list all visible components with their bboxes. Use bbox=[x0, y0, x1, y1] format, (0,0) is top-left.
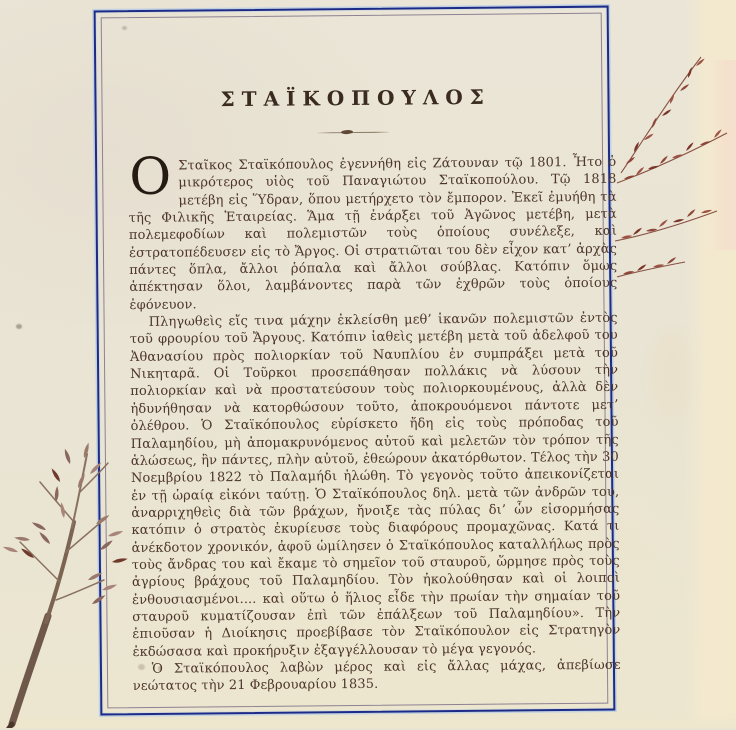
divider-diamond bbox=[341, 130, 353, 135]
drop-cap: Ο bbox=[129, 147, 172, 207]
body-paragraph-2: Πληγωθεὶς εἴς τινα μάχην ἐκλείσθη μεθ’ ἱκανῶν πολεμιστῶν ἐντὸς τοῦ φρουρίου τοῦ Ἄργους. Κατόπιν ἰαθεὶς μετέβη μετὰ τοῦ ἀδελφοῦ του Ἀθανασίου πρὸς πολιορκίαν τοῦ Ναυπλίου ἐν συμπράξει μετὰ τοῦ Νικηταρᾶ. Οἱ Τοῦρκοι προσεπάθησαν πολλάκις νὰ λύσουν τὴν πολιορκίαν καὶ νὰ προστατεύσουν τοὺς πολιορκουμένους, ἀλλὰ δὲν ἠδυνήθησαν νὰ κατορθώσουν τοῦτο, ἀποκρουόμενοι πάντοτε μετ’ ὀλέθρου. Ὁ Σταϊκόπουλος εὑρίσκετο ἤδη εἰς τοὺς πρόποδας τοῦ Παλαμηδίου, μὴ ἀπομακρυνόμενος αὐτοῦ καὶ μελετῶν τὸν τρόπον τῆς ἁλώσεως, ἣν πάντες, πλὴν αὐτοῦ, ἐθεώρουν ἀκατόρθωτον. Τέλος τὴν 30 Νοεμβρίου 1822 τὸ Παλαμήδι ἡλώθη. Τὸ γεγονὸς τοῦτο ἀπεικονίζεται ἐν τῇ ὡραίᾳ εἰκόνι ταύτῃ. Ὁ Σταϊκόπουλος δηλ. μετὰ τῶν ἀνδρῶν του, ἀναρριχηθεὶς διὰ τῶν βράχων, ἤνοιξε τὰς πύλας δι’ ὧν εἰσορμήσας κατόπιν ὁ στρατὸς ἐκυρίευσε τοὺς διαφόρους προμαχῶνας. Κατά τι ἀνέκδοτον χρονικόν, ἀφοῦ ὡμίλησεν ὁ Σταϊκόπουλος καταλλήλως πρὸς τοὺς ἄνδρας του καὶ ἔκαμε τὸ σημεῖον τοῦ σταυροῦ, ὥρμησε πρὸς τοὺς ἀγρίους βράχους τοῦ Παλαμηδίου. Τὸν ἠκολούθησαν καὶ οἱ λοιποὶ ἐνθουσιασμένοι.... καὶ οὕτω ὁ ἥλιος εἶδε τὴν πρωίαν τὴν σημαίαν τοῦ σταυροῦ κυματίζουσαν ἐπὶ τῶν ἐπάλξεων τοῦ Παλαμηδίου». Τὴν ἐπιοῦσαν ἡ Διοίκησις προεβίβασε τὸν Σταϊκόπουλον εἰς Στρατηγὸν ἐκδώσασα καὶ προκήρυξιν ἐξαγγέλλουσαν τὸ μέγα γεγονός. bbox=[129, 310, 621, 660]
botanical-twig-right-illustration bbox=[613, 45, 736, 285]
page-title: ΣΤΑΪΚΟΠΟΥΛΟΣ bbox=[220, 84, 492, 112]
body-text bbox=[128, 147, 621, 696]
paragraph-1-text: Σταῖκος Σταϊκόπουλος ἐγεννήθη εἰς Ζάτουναν τῷ 1801. Ἦτο ὁ μικρότερος υἱὸς τοῦ Παναγιώτου Σταϊκοπούλου. Τῷ 1818 μετέβη εἰς Ὕδραν, ὅπου μετήρχετο τὸν ἔμπορον. Ἐκεῖ ἐμυήθη τὰ τῆς Φιλικῆς Ἑταιρείας. Ἅμα τῇ ἐνάρξει τοῦ Ἀγῶνος μετέβη, μετὰ πολεμεφοδίων καὶ πολεμιστῶν τοὺς ὁποίους συνέλεξε, καὶ ἐστρατοπέδευσεν εἰς τὸ Ἄργος. Οἱ στρατιῶται του δὲν εἶχον κατ’ ἀρχὰς πάντες ὅπλα, ἄλλοι ῥόπαλα καὶ ἄλλοι σούβλας. Κατόπιν ὅμως ἀπέκτησαν ὅλοι, λαμβάνοντες παρὰ τῶν ἐχθρῶν τοὺς ὁποίους ἐφόνευον. bbox=[128, 154, 618, 313]
age-stain bbox=[652, 330, 692, 420]
body-paragraph-1 bbox=[128, 147, 618, 314]
botanical-twig-left-illustration bbox=[0, 432, 128, 728]
title-divider bbox=[317, 131, 389, 136]
age-stain bbox=[16, 324, 22, 329]
body-paragraph-3: Ὁ Σταϊκόπουλος λαβὼν μέρος καὶ εἰς ἄλλας μάχας, ἀπεβίωσε νεώτατος τὴν 21 Φεβρουαρίου 1835. bbox=[132, 657, 621, 695]
page-content bbox=[94, 0, 621, 730]
